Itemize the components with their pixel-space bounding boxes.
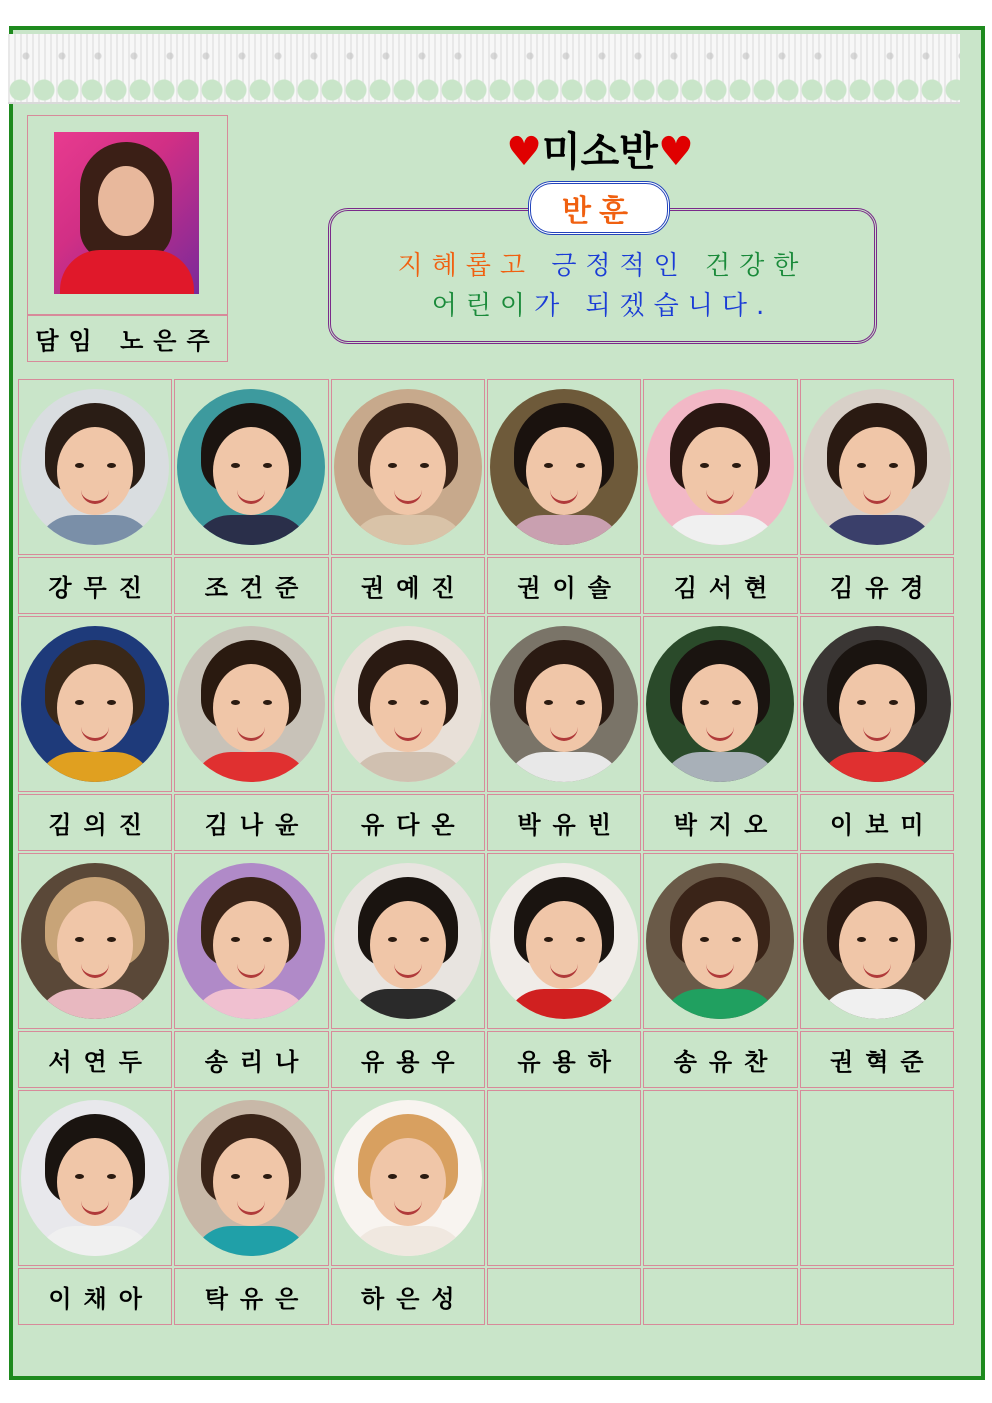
- student-name-cell: [331, 1031, 485, 1088]
- student-photo-cell: [800, 379, 954, 555]
- student-name: 유다온: [361, 811, 467, 839]
- student-name: 김나윤: [204, 811, 311, 839]
- motto-segment: 어린이: [431, 291, 535, 321]
- student-name: 송유찬: [673, 1048, 780, 1076]
- student-name-cell: [18, 1268, 172, 1325]
- eye: [889, 700, 898, 705]
- student-name-cell: [800, 557, 954, 614]
- teacher-photo-frame: [27, 115, 228, 315]
- student-name: 강무진: [48, 574, 154, 602]
- eye: [889, 937, 898, 942]
- student-name-cell: [487, 794, 641, 851]
- student-name-cell: [643, 557, 797, 614]
- student-name: 서연두: [48, 1048, 154, 1076]
- shirt: [504, 989, 624, 1019]
- eye: [857, 463, 866, 468]
- student-name-cell: [800, 1031, 954, 1088]
- student-photo: [177, 1100, 325, 1256]
- student-name: 김유경: [830, 574, 936, 602]
- eye: [420, 1174, 429, 1179]
- shirt: [191, 989, 311, 1019]
- student-name: 김서현: [673, 574, 780, 602]
- student-photo: [490, 626, 638, 782]
- student-photo: [803, 389, 951, 545]
- eye: [857, 700, 866, 705]
- student-name-cell: [800, 794, 954, 851]
- eye: [388, 700, 397, 705]
- shirt: [35, 515, 155, 545]
- heart-icon: ♥: [657, 129, 694, 175]
- student-name-cell: [174, 557, 328, 614]
- student-photo-cell: [643, 1090, 797, 1266]
- student-name: 이채아: [48, 1285, 154, 1313]
- student-name: 송리나: [204, 1048, 311, 1076]
- student-photo-cell: [487, 616, 641, 792]
- student-photo-cell: [18, 616, 172, 792]
- student-photo: [21, 863, 169, 1019]
- student-photo: [490, 863, 638, 1019]
- shirt: [504, 752, 624, 782]
- student-name-cell: [643, 1268, 797, 1325]
- student-name-cell: [18, 557, 172, 614]
- student-photo: [803, 626, 951, 782]
- eye: [857, 937, 866, 942]
- student-name-cell: [331, 794, 485, 851]
- shirt: [660, 515, 780, 545]
- shirt: [348, 752, 468, 782]
- motto-line-2: [328, 285, 877, 322]
- student-name: 김의진: [48, 811, 154, 839]
- student-photo: [21, 626, 169, 782]
- student-name-cell: [643, 794, 797, 851]
- shirt: [35, 1226, 155, 1256]
- student-photo-cell: [174, 853, 328, 1029]
- student-name: 권예진: [361, 574, 467, 602]
- class-title-text: 미소반: [542, 129, 658, 175]
- shirt: [660, 989, 780, 1019]
- student-name-cell: [18, 794, 172, 851]
- student-photo: [334, 389, 482, 545]
- student-name: 하은성: [361, 1285, 467, 1313]
- student-name: 권이솔: [517, 574, 623, 602]
- student-photo-cell: [174, 1090, 328, 1266]
- student-photo-cell: [18, 379, 172, 555]
- student-name: 유용우: [361, 1048, 467, 1076]
- shirt: [504, 515, 624, 545]
- shirt: [348, 989, 468, 1019]
- shirt: [348, 1226, 468, 1256]
- student-photo-cell: [18, 853, 172, 1029]
- motto-badge: 반훈: [528, 181, 670, 235]
- student-photo-cell: [643, 379, 797, 555]
- eye: [388, 463, 397, 468]
- student-name-cell: [174, 1031, 328, 1088]
- student-photo: [177, 863, 325, 1019]
- student-photo: [177, 626, 325, 782]
- student-photo-cell: [800, 853, 954, 1029]
- lace-pattern: [8, 46, 960, 86]
- student-photo-cell: [174, 379, 328, 555]
- student-name-cell: [331, 557, 485, 614]
- student-name: 박유빈: [517, 811, 623, 839]
- motto-line-1: [328, 245, 877, 282]
- student-photo-cell: [487, 1090, 641, 1266]
- student-name-cell: [643, 1031, 797, 1088]
- shirt: [817, 515, 937, 545]
- student-name-cell: [331, 1268, 485, 1325]
- student-photo-cell: [643, 616, 797, 792]
- student-photo: [21, 389, 169, 545]
- teacher-face: [98, 166, 154, 236]
- student-name-cell: [487, 1031, 641, 1088]
- student-name: 조건준: [204, 574, 311, 602]
- shirt: [191, 752, 311, 782]
- student-photo: [803, 863, 951, 1019]
- student-name-cell: [18, 1031, 172, 1088]
- shirt: [35, 989, 155, 1019]
- student-photo-cell: [800, 616, 954, 792]
- student-name: 권혁준: [830, 1048, 936, 1076]
- student-name-cell: [174, 1268, 328, 1325]
- shirt: [817, 752, 937, 782]
- student-name: 유용하: [517, 1048, 623, 1076]
- student-photo-cell: [331, 379, 485, 555]
- shirt: [191, 515, 311, 545]
- student-name-cell: [800, 1268, 954, 1325]
- eye: [420, 937, 429, 942]
- eye: [388, 937, 397, 942]
- student-photo-cell: [174, 616, 328, 792]
- motto-segment: 가 되겠습니다.: [534, 291, 774, 321]
- class-title: [490, 120, 710, 177]
- student-name: 탁유은: [204, 1285, 311, 1313]
- student-name-cell: [174, 794, 328, 851]
- student-photo-cell: [800, 1090, 954, 1266]
- student-photo: [646, 389, 794, 545]
- student-photo: [21, 1100, 169, 1256]
- eye: [388, 1174, 397, 1179]
- eye: [889, 463, 898, 468]
- student-photo: [490, 389, 638, 545]
- teacher-shirt: [60, 250, 194, 294]
- student-name-cell: [487, 1268, 641, 1325]
- student-photo: [646, 626, 794, 782]
- motto-segment: 지혜롭고: [397, 251, 535, 281]
- student-photo-cell: [331, 1090, 485, 1266]
- student-photo: [334, 1100, 482, 1256]
- student-photo-cell: [487, 379, 641, 555]
- student-photo: [334, 626, 482, 782]
- shirt: [348, 515, 468, 545]
- student-photo-cell: [643, 853, 797, 1029]
- student-photo-cell: [487, 853, 641, 1029]
- student-name-cell: [487, 557, 641, 614]
- student-photo-cell: [18, 1090, 172, 1266]
- teacher-photo: [54, 132, 199, 294]
- shirt: [191, 1226, 311, 1256]
- shirt: [817, 989, 937, 1019]
- student-photo-cell: [331, 616, 485, 792]
- student-grid: [17, 378, 955, 1328]
- eye: [420, 700, 429, 705]
- motto-segment: 긍정적인: [551, 251, 688, 281]
- shirt: [660, 752, 780, 782]
- student-photo-cell: [331, 853, 485, 1029]
- student-photo: [177, 389, 325, 545]
- eye: [420, 463, 429, 468]
- student-name: 이보미: [830, 811, 936, 839]
- student-photo: [334, 863, 482, 1019]
- teacher-name-label: 담임 노은주: [27, 315, 228, 362]
- student-photo: [646, 863, 794, 1019]
- student-name: 박지오: [673, 811, 780, 839]
- motto-segment: 건강한: [705, 251, 808, 281]
- shirt: [35, 752, 155, 782]
- heart-icon: ♥: [506, 129, 543, 175]
